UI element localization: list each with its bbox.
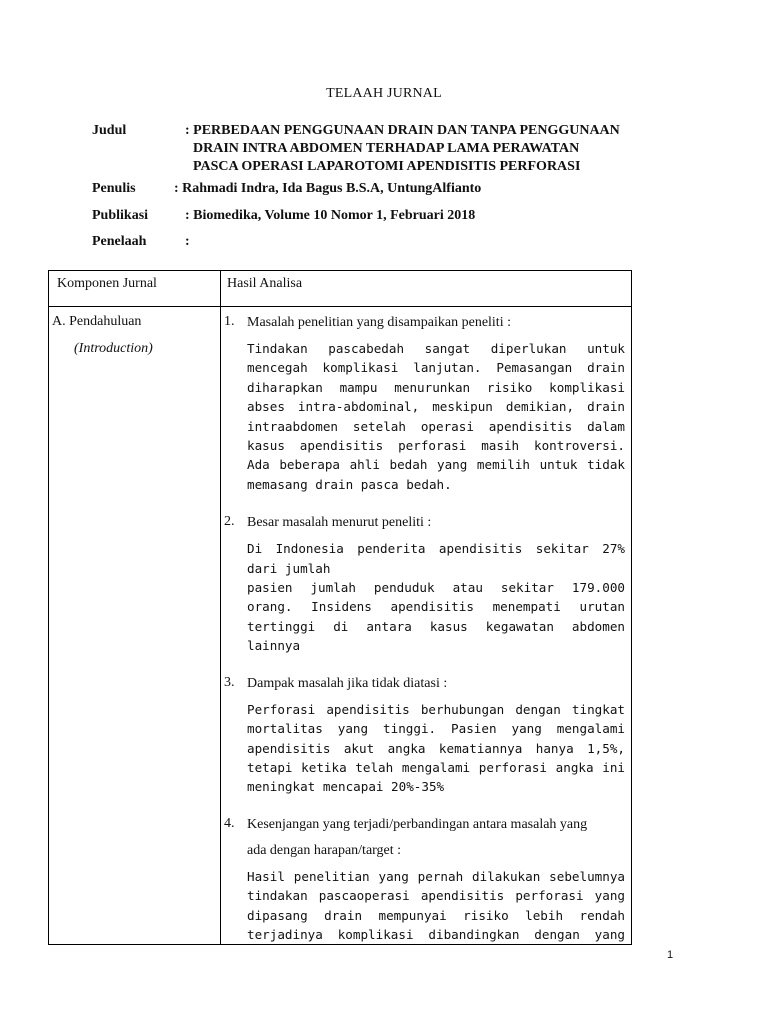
item-answer [247, 700, 625, 797]
answer-line: Perforasi apendisitis berhubungan dengan tingkat [247, 701, 625, 717]
publikasi-value: : Biomedika, Volume 10 Nomor 1, Februari 2018 [185, 208, 476, 223]
item-question: Masalah penelitian yang disampaikan peneliti : [247, 315, 511, 330]
answer-line: Di Indonesia penderita apendisitis sekitar 27% [247, 541, 625, 557]
answer-line: dipasang drain mempunyai risiko lebih rendah [247, 907, 625, 923]
answer-line: Hasil penelitian yang pernah dilakukan sebelumnya [247, 868, 625, 884]
answer-line: mencegah komplikasi lanjutan. Pemasangan drain [247, 360, 625, 376]
answer-line: orang. Insidens apendisitis menempati urutan [247, 599, 625, 615]
item-number: 1. [224, 314, 235, 329]
judul-label: Judul [92, 123, 127, 138]
analysis-item [221, 675, 631, 797]
item-number: 2. [224, 514, 235, 530]
answer-line: apendisitis akut angka kematiannya hanya 1,5%, [247, 740, 625, 756]
penulis-label: Penulis [92, 181, 136, 196]
answer-line: tetapi ketika telah mengalami perforasi angka ini [247, 759, 625, 775]
answer-line: kasus apendisitis perforasi masih kontroversi. [247, 438, 625, 454]
analysis-item [221, 816, 631, 945]
header-hasil-analisa: Hasil Analisa [221, 271, 632, 307]
penelaah-label: Penelaah [92, 234, 147, 249]
answer-line: Tindakan pascabedah sangat diperlukan untuk [247, 341, 625, 356]
answer-line: terjadinya komplikasi dibandingkan dengan yang [247, 926, 625, 942]
table-header-row [49, 271, 632, 307]
section-sublabel: (Introduction) [74, 341, 153, 356]
analysis-cell [221, 307, 632, 945]
item-question: Besar masalah menurut peneliti : [247, 515, 432, 531]
answer-line: tindakan pascaoperasi apendisitis perforasi yang [247, 888, 625, 904]
answer-line: tertinggi di antara kasus kegawatan abdomen [247, 618, 625, 634]
answer-line: memasang drain pasca bedah. [247, 476, 452, 492]
answer-line: diharapkan mampu menurunkan risiko komplikasi [247, 379, 625, 395]
document-title: TELAAH JURNAL [326, 86, 442, 101]
judul-line: PASCA OPERASI LAPAROTOMI APENDISITIS PERFORASI [193, 159, 581, 174]
item-question: Kesenjangan yang terjadi/perbandingan antara masalah yang [247, 816, 588, 832]
answer-line: dari jumlah [247, 560, 331, 576]
answer-line: lainnya [247, 638, 301, 654]
answer-line: Ada beberapa ahli bedah yang memilih untuk tidak [247, 457, 625, 473]
item-question: Dampak masalah jika tidak diatasi : [247, 675, 448, 691]
header-komponen: Komponen Jurnal [49, 271, 221, 307]
answer-line: abses intra-abdominal, meskipun demikian, drain [247, 399, 625, 415]
item-number: 4. [224, 815, 235, 831]
publikasi-label: Publikasi [92, 208, 149, 223]
item-number: 3. [224, 674, 235, 690]
answer-line: meningkat mencapai 20%-35% [247, 779, 445, 795]
answer-line: mortalitas yang tinggi. Pasien yang mengalami [247, 721, 625, 737]
judul-line: DRAIN INTRA ABDOMEN TERHADAP LAMA PERAWATAN [193, 141, 580, 156]
penelaah-value: : [185, 234, 190, 249]
analysis-item [221, 314, 631, 494]
item-answer [247, 339, 625, 494]
judul-line: : PERBEDAAN PENGGUNAAN DRAIN DAN TANPA PENGGUNAAN [185, 123, 620, 138]
item-answer [247, 539, 625, 655]
answer-line: pasien jumlah penduduk atau sekitar 179.000 [247, 580, 625, 596]
component-cell [49, 307, 221, 945]
section-label: A. Pendahuluan [52, 314, 142, 329]
review-table [48, 270, 632, 945]
judul-value [185, 122, 620, 176]
analysis-item [221, 514, 631, 655]
page-number: 1 [667, 949, 674, 961]
item-answer [247, 867, 625, 945]
penulis-value: : Rahmadi Indra, Ida Bagus B.S.A, UntungAlfianto [174, 181, 482, 196]
item-question-continued: ada dengan harapan/target : [247, 842, 402, 858]
table-row [49, 307, 632, 945]
answer-line: intraabdomen setelah operasi apendisitis dalam [247, 418, 625, 434]
